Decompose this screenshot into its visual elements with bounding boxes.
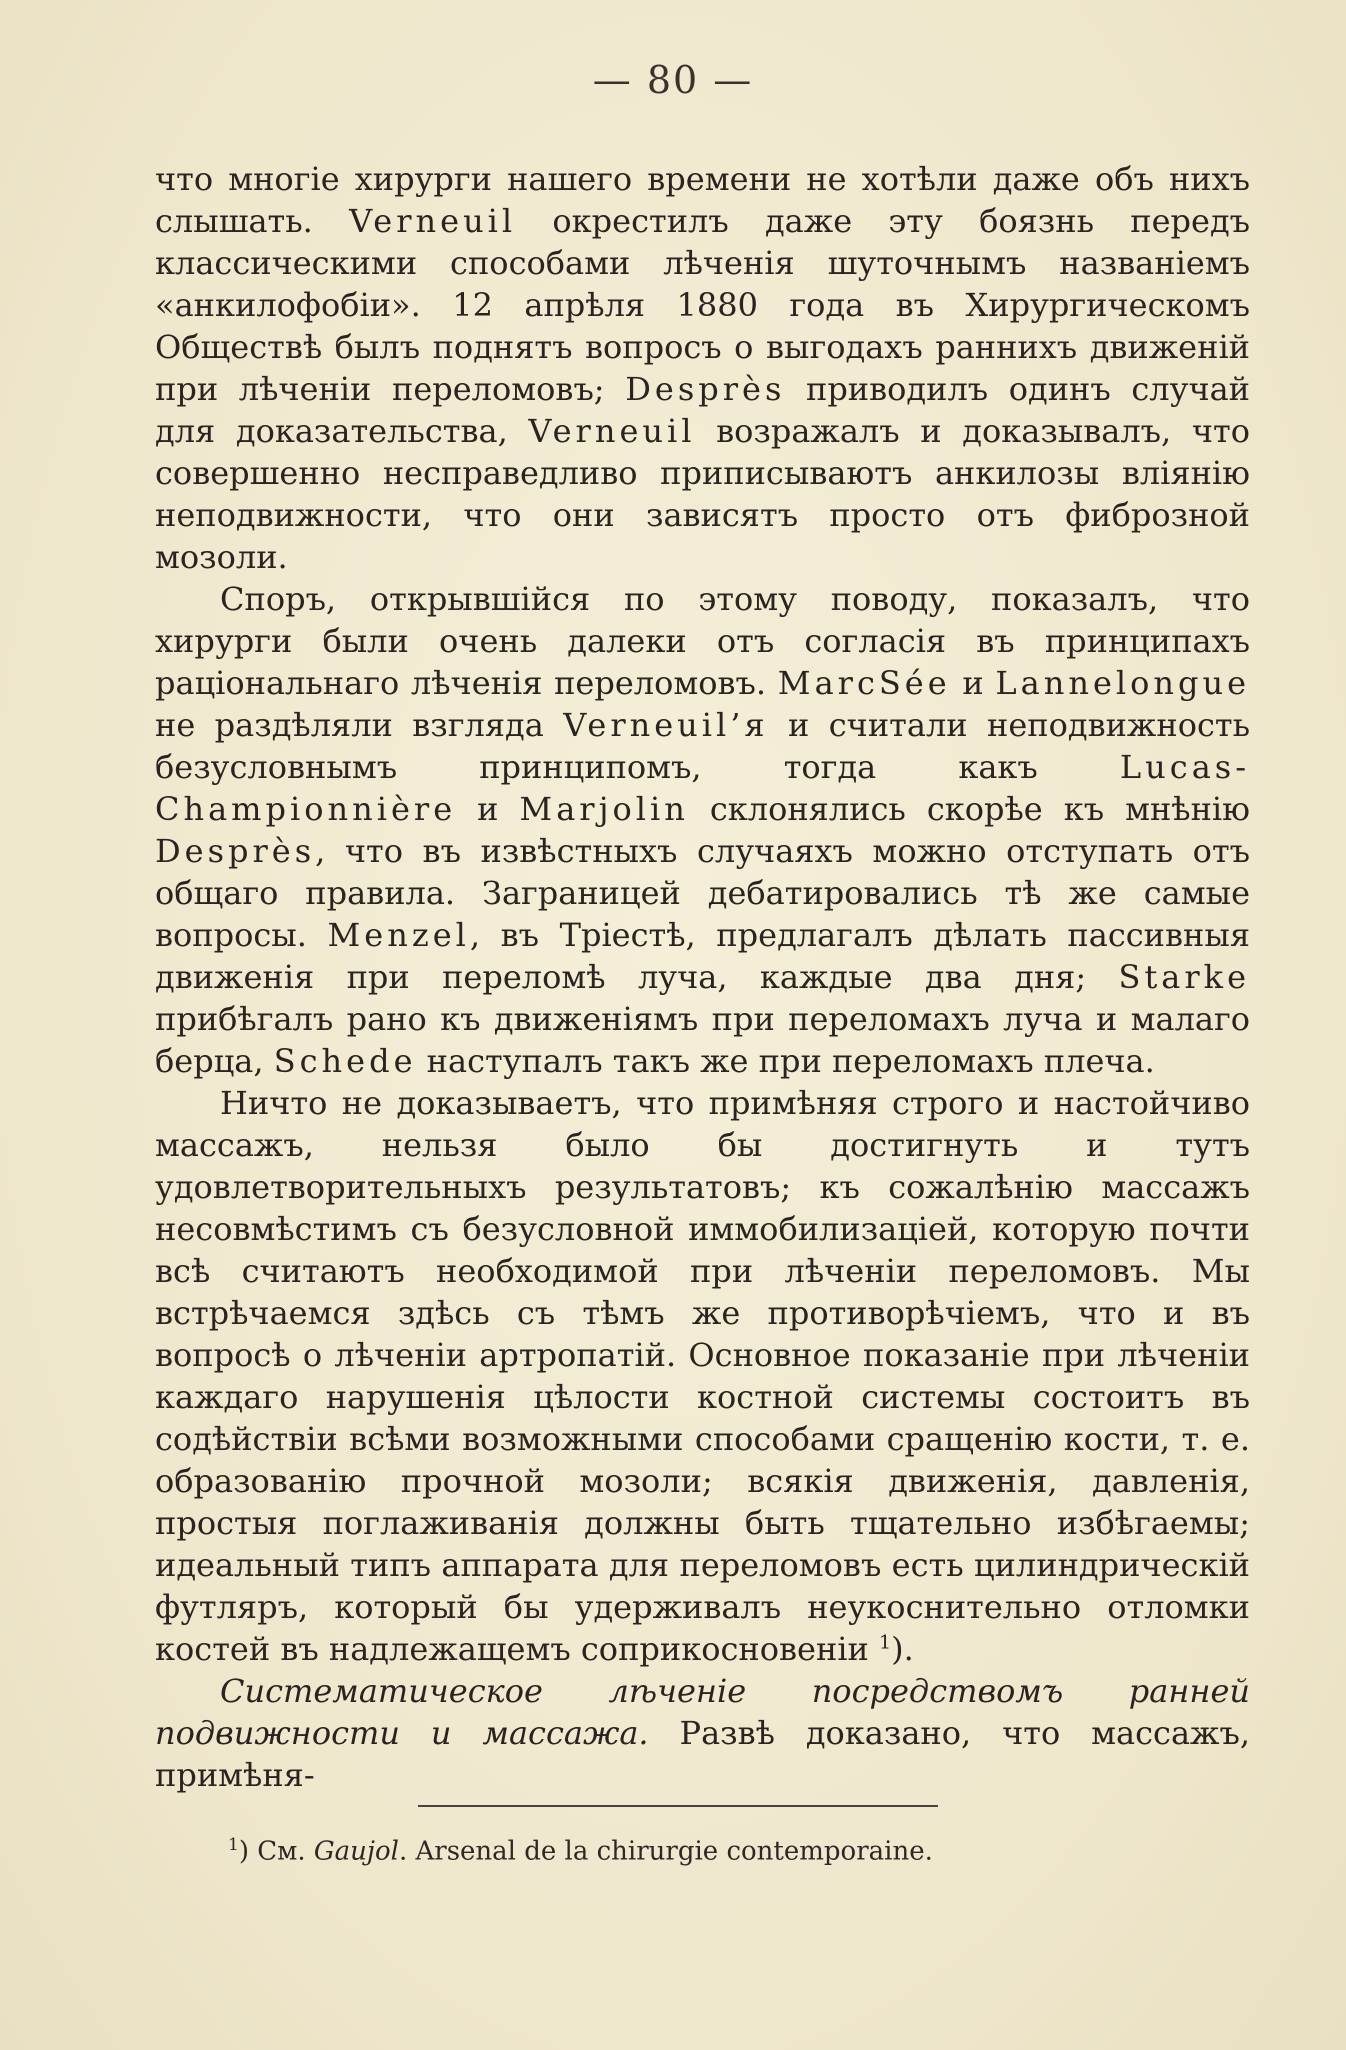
author-name: Starke xyxy=(1118,958,1250,996)
author-name: Verneuil xyxy=(528,412,696,450)
text-run: что многіе хирурги нашего времени не хотѣли даже объ нихъ слышать. xyxy=(155,160,1250,240)
author-name: Schede xyxy=(273,1042,417,1080)
paragraph-3 xyxy=(155,1082,1250,1670)
text-run: Ничто не доказываетъ, что примѣняя строго и настойчиво массажъ, нельзя было бы достигнуть и тутъ удовлетворительныхъ результатовъ; къ сожалѣнію массажъ несовмѣстимъ съ безусловной иммобилизаціей, которую почти всѣ считаютъ необходимой при лѣченіи переломовъ. Мы встрѣчаемся здѣсь съ тѣмъ же противорѣчіемъ, что и въ вопросѣ о лѣченіи артропатій. Основное показаніе при лѣченіи каждаго нарушенія цѣлости костной системы состоитъ въ содѣйствіи всѣми возможными способами сращенію кости, т. е. образованію прочной мозоли; всякія движенія, давленія, простыя поглаживанія должны быть тщательно избѣгаемы; идеальный типъ аппарата для переломовъ есть цилиндрическій футляръ, который бы удерживалъ неукоснительно отломки костей въ надлежащемъ соприкосновеніи xyxy=(155,1084,1250,1668)
text-run: , въ Тріестѣ, предлагалъ дѣлать пассивныя движенія при переломѣ луча, каждые два дня; xyxy=(155,916,1251,996)
footnote-prefix: См. xyxy=(257,1836,314,1867)
text-run: склонялись скорѣе къ мнѣнію xyxy=(688,790,1250,828)
author-name: Lucas-Championnière xyxy=(155,748,1250,828)
text-run: наступалъ такъ же при переломахъ плеча. xyxy=(416,1042,1155,1080)
text-run: и xyxy=(950,664,996,702)
text-run: и xyxy=(456,790,520,828)
footnote-paren: ) xyxy=(238,1836,258,1867)
author-name: Verneuil xyxy=(349,202,517,240)
footnote-divider xyxy=(418,1805,938,1807)
footnote xyxy=(228,1828,1228,1869)
text-run: , что въ извѣстныхъ случаяхъ можно отступать отъ общаго правила. Заграницей дебатировались тѣ же самые вопросы. xyxy=(155,832,1250,954)
text-run: и считали неподвижность безусловнымъ принципомъ, тогда какъ xyxy=(155,706,1250,786)
text-run: окрестилъ даже эту боязнь передъ классическими способами лѣченія шуточнымъ названіемъ «анкилофобіи». 12 апрѣля 1880 года въ Хирургическомъ Обществѣ былъ поднятъ вопросъ о выгодахъ раннихъ движеній при лѣченіи переломовъ; xyxy=(155,202,1251,408)
paragraph-2 xyxy=(155,578,1250,1082)
footnote-text: . Arsenal de la chirurgie contemporaine. xyxy=(398,1836,933,1867)
footnote-reference[interactable]: 1 xyxy=(879,1631,892,1654)
paragraph-1 xyxy=(155,158,1250,578)
author-name: Marjolin xyxy=(519,790,689,828)
text-run: ). xyxy=(891,1630,914,1668)
text-run: возражалъ и доказывалъ, что совершенно несправедливо приписываютъ анкилозы вліянію неподвижности, что они зависятъ просто отъ фиброзной мозоли. xyxy=(155,412,1251,576)
paragraph-4 xyxy=(155,1670,1250,1796)
author-name: Lannelongue xyxy=(995,664,1251,702)
author-name: Desprès xyxy=(155,832,316,870)
text-run: не раздѣляли взгляда xyxy=(155,706,564,744)
text-run: Развѣ доказано, что массажъ, примѣня- xyxy=(155,1714,1251,1794)
text-run: приводилъ одинъ случай для доказательства, xyxy=(155,370,1251,450)
footnote-mark: 1 xyxy=(228,1835,239,1855)
page-number: — 80 — xyxy=(592,58,754,102)
section-heading-italic: Систематическое лѣченіе посредствомъ ранней подвижности и массажа. xyxy=(155,1672,1250,1752)
author-name: Desprès xyxy=(625,370,786,408)
body-text xyxy=(155,158,1250,1796)
author-name: Menzel xyxy=(327,916,470,954)
author-name: MarcSée xyxy=(777,664,951,702)
text-run: прибѣгалъ рано къ движеніямъ при переломахъ луча и малаго берца, xyxy=(155,1000,1250,1080)
text-run: Споръ, открывшійся по этому поводу, показалъ, что хирурги были очень далеки отъ согласія въ принципахъ раціональнаго лѣченія переломовъ. xyxy=(155,580,1250,702)
author-name: Verneuil’я xyxy=(563,706,769,744)
footnote-author: Gaujol xyxy=(313,1836,399,1867)
